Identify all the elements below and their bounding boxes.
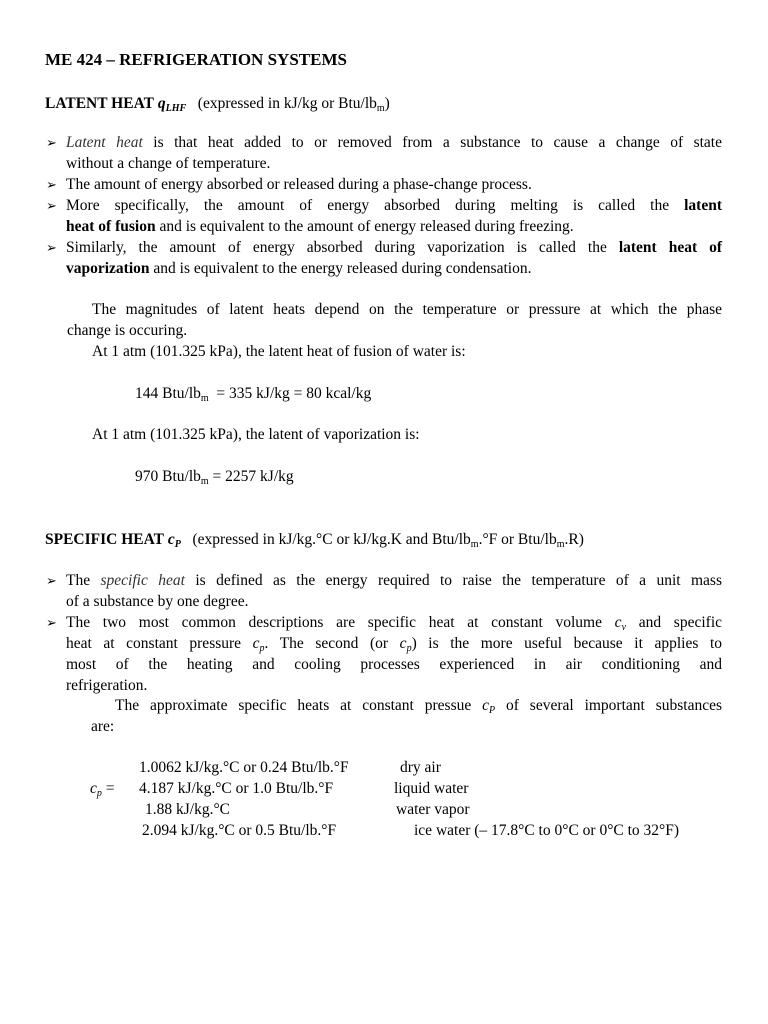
specific-heat-units-sub-1: m (470, 539, 479, 550)
specific-bullet-2-line-3: most of the heating and cooling processes experienced in air conditioning and (66, 656, 722, 673)
latent-heat-units-sub: m (376, 103, 385, 114)
arrow-bullet-icon: ➢ (46, 240, 57, 255)
specific-bullet-1-lead: The (66, 572, 101, 589)
cp-symbol-2: c (399, 635, 407, 652)
latent-paragraph-line-1: The magnitudes of latent heats depend on the temperature or pressure at which the phase (92, 301, 722, 318)
specific-paragraph-text: The approximate specific heats at constant pressue (115, 697, 483, 714)
arrow-bullet-icon: ➢ (46, 573, 57, 588)
specific-bullet-2-line-1-end: and specific (626, 614, 723, 631)
cp-substance-dry-air: dry air (400, 759, 441, 776)
cp-symbol: c (252, 635, 260, 652)
cp-value-dry-air: 1.0062 kJ/kg.°C or 0.24 Btu/lb.°F (139, 759, 349, 776)
cp-label-sub: p (96, 788, 102, 799)
heat-of-fusion-term: heat of fusion (66, 218, 156, 235)
arrow-bullet-icon: ➢ (46, 177, 57, 192)
specific-bullet-1-line-1: is defined as the energy required to raise the temperature of a unit mass (184, 572, 722, 589)
page-title: ME 424 – REFRIGERATION SYSTEMS (45, 50, 347, 69)
specific-bullet-2 (46, 612, 723, 696)
specific-heat-symbol: c (167, 531, 175, 548)
specific-bullet-2-line-1: The two most common descriptions are specific heat at constant volume (66, 614, 615, 631)
cp-substance-liquid-water: liquid water (394, 780, 469, 797)
specific-paragraph-line-2: are: (91, 718, 115, 735)
latent-bullet-4-line-1: Similarly, the amount of energy absorbed during vaporization is called the (66, 239, 619, 256)
specific-bullet-2-line-2-end: ) is the more useful because it applies to (411, 635, 722, 652)
vaporization-equation-rhs: = 2257 kJ/kg (208, 468, 294, 485)
cp-symbol-2-sub: p (406, 643, 412, 654)
specific-heat-units: (expressed in kJ/kg.°C or kJ/kg.K and Btu/lb (192, 531, 471, 548)
latent-bullet-1-line-2: without a change of temperature. (66, 155, 271, 172)
cp-substance-ice-water: ice water (– 17.8°C to 0°C or 0°C to 32°F) (414, 822, 680, 839)
vaporization-equation (135, 466, 294, 487)
latent-heat-term: Latent heat (66, 134, 143, 151)
vaporization-statement: At 1 atm (101.325 kPa), the latent of vaporization is: (92, 426, 420, 443)
fusion-equation-lhs: 144 Btu/lb (135, 385, 201, 402)
cp-value-water-vapor: 1.88 kJ/kg.°C (145, 801, 231, 818)
vaporization-term: vaporization (66, 260, 150, 277)
latent-heat-units: (expressed in kJ/kg or Btu/lb (197, 95, 377, 112)
latent-bullet-3-bold-1: latent (684, 197, 722, 214)
specific-bullet-2-line-2-mid: . The second (or (264, 635, 400, 652)
arrow-bullet-icon: ➢ (46, 135, 57, 150)
latent-bullet-4-line-2: and is equivalent to the energy released during condensation. (149, 260, 532, 277)
specific-heat-units-3: .R) (564, 531, 584, 548)
latent-bullet-4 (46, 237, 723, 279)
latent-heat-symbol-sub: LHF (165, 103, 187, 114)
arrow-bullet-icon: ➢ (46, 198, 57, 213)
latent-bullet-4-bold-1: latent heat of (618, 239, 723, 256)
cv-symbol: c (614, 614, 622, 631)
cp-symbol-3: c (482, 697, 490, 714)
arrow-bullet-icon: ➢ (46, 615, 57, 630)
latent-heat-heading (45, 93, 390, 114)
latent-heat-symbol: q (157, 95, 166, 112)
specific-heat-heading-text: SPECIFIC HEAT (45, 531, 164, 548)
cp-substance-water-vapor: water vapor (396, 801, 470, 818)
latent-bullet-1-line-1: is that heat added to or removed from a substance to cause a change of state (142, 134, 722, 151)
specific-heat-heading (45, 529, 584, 550)
specific-heat-units-sub-2: m (556, 539, 565, 550)
latent-bullet-3 (46, 195, 722, 237)
specific-heat-units-2: .°F or Btu/lb (478, 531, 557, 548)
cp-symbol-3-sub: P (489, 705, 496, 716)
fusion-statement: At 1 atm (101.325 kPa), the latent heat of fusion of water is: (92, 343, 466, 360)
specific-bullet-2-line-4: refrigeration. (66, 677, 148, 694)
cp-value-ice-water: 2.094 kJ/kg.°C or 0.5 Btu/lb.°F (142, 822, 337, 839)
fusion-equation-rhs: = 335 kJ/kg = 80 kcal/kg (208, 385, 372, 402)
cp-symbol-sub: p (259, 643, 265, 654)
specific-bullet-1 (46, 570, 722, 612)
specific-paragraph-text-end: of several important substances (495, 697, 723, 714)
latent-heat-units-close: ) (384, 95, 390, 112)
fusion-equation (135, 383, 371, 404)
cp-label (90, 778, 115, 799)
cp-label-symbol: c (90, 780, 97, 797)
specific-bullet-2-line-2: heat at constant pressure (66, 635, 253, 652)
cv-symbol-sub: v (621, 622, 627, 633)
vaporization-equation-lhs: 970 Btu/lb (135, 468, 201, 485)
latent-bullet-2 (46, 174, 722, 195)
fusion-equation-sub: m (200, 393, 209, 404)
cp-label-equals: = (101, 780, 115, 797)
specific-heat-term: specific heat (100, 572, 185, 589)
latent-bullet-1 (46, 132, 722, 174)
specific-paragraph-line-1 (115, 695, 722, 716)
specific-bullet-1-line-2: of a substance by one degree. (66, 593, 249, 610)
latent-bullet-3-line-1: More specifically, the amount of energy absorbed during melting is called the (66, 197, 685, 214)
cp-value-liquid-water: 4.187 kJ/kg.°C or 1.0 Btu/lb.°F (139, 780, 334, 797)
specific-heat-symbol-sub: P (174, 539, 181, 550)
latent-bullet-3-line-2: and is equivalent to the amount of energy released during freezing. (155, 218, 574, 235)
latent-paragraph-line-2: change is occuring. (67, 322, 188, 339)
latent-heat-heading-text: LATENT HEAT (45, 95, 154, 112)
vaporization-equation-sub: m (200, 476, 209, 487)
latent-bullet-2-text: The amount of energy absorbed or released during a phase-change process. (66, 176, 532, 193)
